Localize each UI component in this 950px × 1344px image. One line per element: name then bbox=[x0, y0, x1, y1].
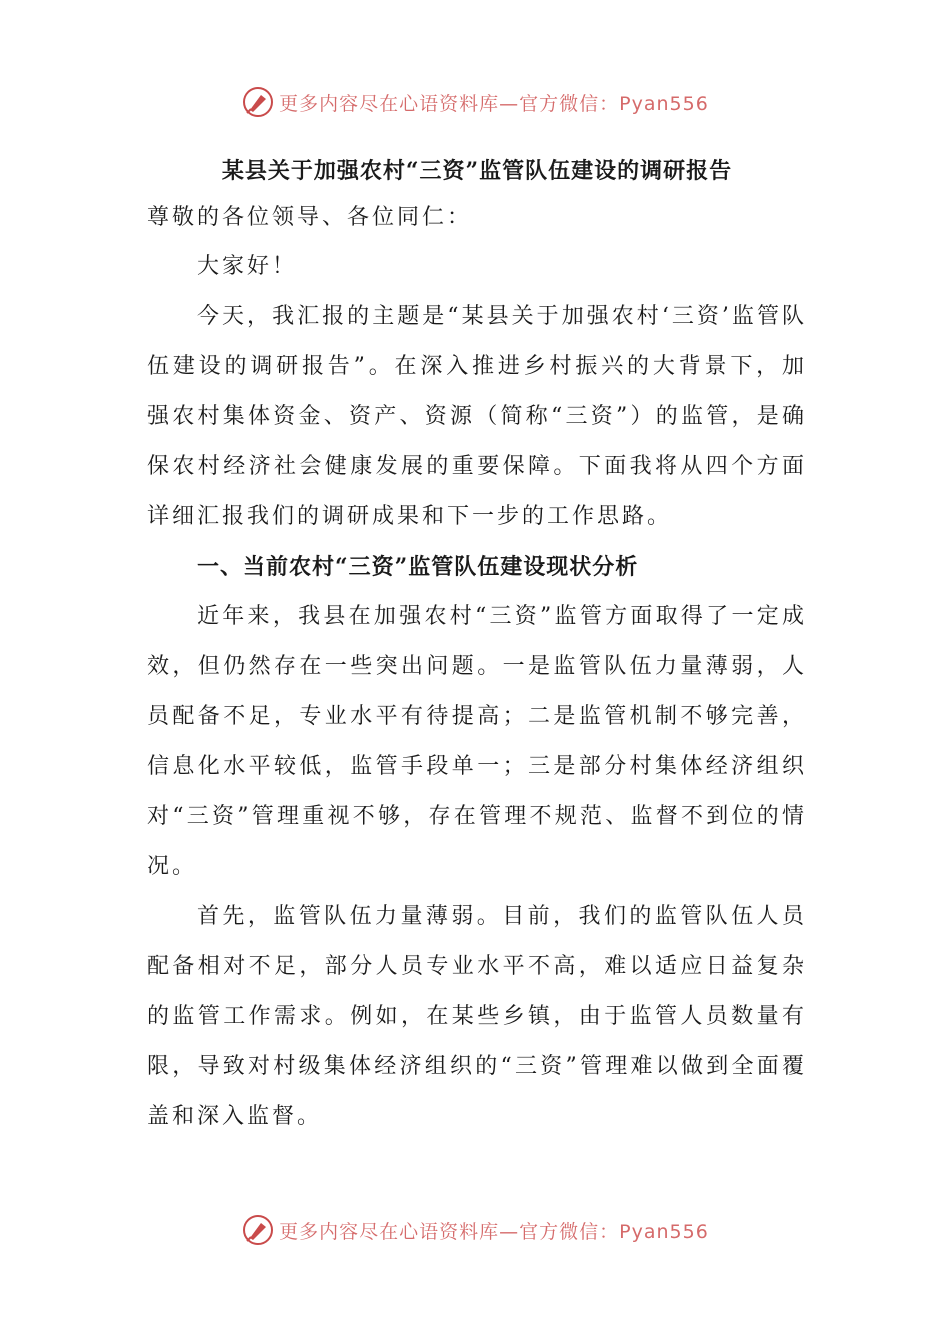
intro-paragraph: 今天，我汇报的主题是“某县关于加强农村‘三资’监管队伍建设的调研报告”。在深入推进乡村振兴的大背景下，加强农村集体资金、资产、资源（简称“三资”）的监管，是确保农村经济社会健康发展的重要保障。下面我将从四个方面详细汇报我们的调研成果和下一步的工作思路。 bbox=[147, 304, 807, 529]
pen-nib-icon bbox=[241, 85, 275, 119]
section-heading: 一、当前农村“三资”监管队伍建设现状分析 bbox=[197, 554, 639, 580]
document-body bbox=[147, 148, 807, 1142]
footer-banner-text: 更多内容尽在心语资料库—官方微信：Pyan556 bbox=[279, 1220, 709, 1243]
greeting: 大家好！ bbox=[197, 254, 298, 279]
footer-banner bbox=[0, 1210, 950, 1250]
document-title: 某县关于加强农村“三资”监管队伍建设的调研报告 bbox=[221, 158, 733, 184]
pen-nib-icon bbox=[241, 1213, 275, 1247]
salutation: 尊敬的各位领导、各位同仁： bbox=[147, 205, 473, 230]
section-paragraph: 首先，监管队伍力量薄弱。目前，我们的监管队伍人员配备相对不足，部分人员专业水平不高，难以适应日益复杂的监管工作需求。例如，在某些乡镇，由于监管人员数量有限，导致对村级集体经济组织的“三资”管理难以做到全面覆盖和深入监督。 bbox=[147, 904, 807, 1129]
header-banner-text: 更多内容尽在心语资料库—官方微信：Pyan556 bbox=[279, 92, 709, 115]
header-banner bbox=[0, 82, 950, 122]
section-paragraph: 近年来，我县在加强农村“三资”监管方面取得了一定成效，但仍然存在一些突出问题。一是监管队伍力量薄弱，人员配备不足，专业水平有待提高；二是监管机制不够完善，信息化水平较低，监管手段单一；三是部分村集体经济组织对“三资”管理重视不够，存在管理不规范、监督不到位的情况。 bbox=[147, 604, 807, 879]
